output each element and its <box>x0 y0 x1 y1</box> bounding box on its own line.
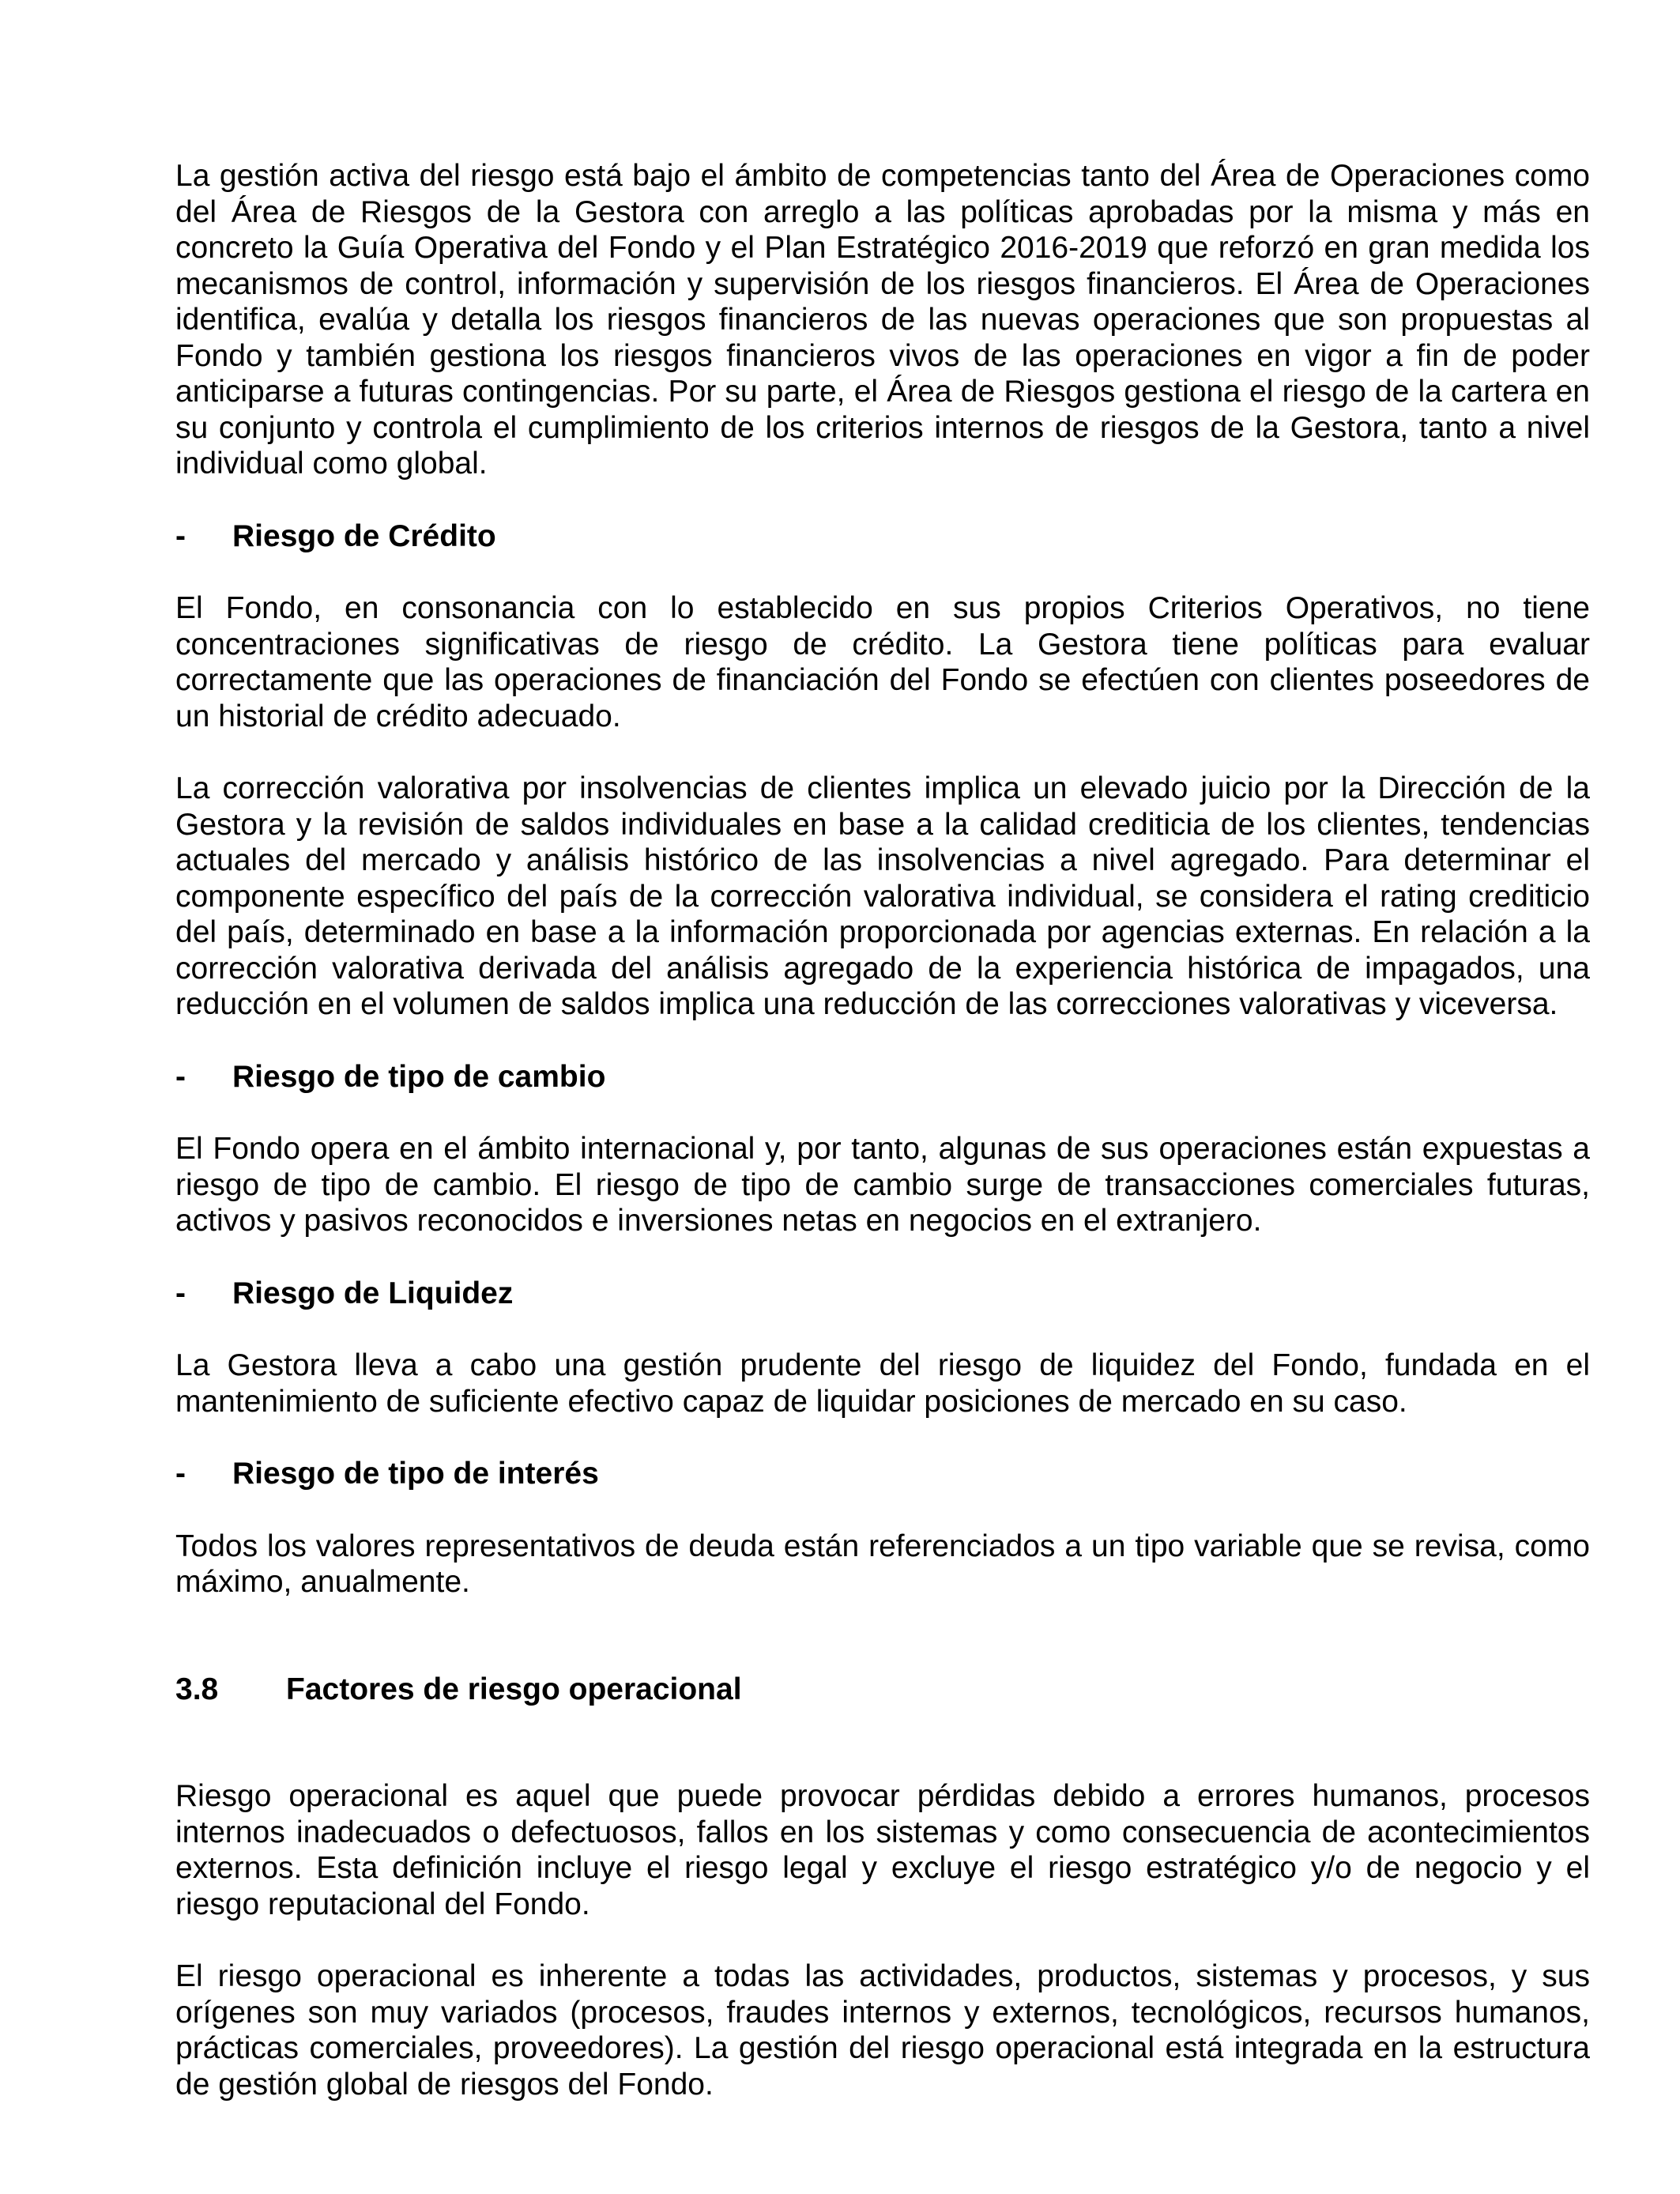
heading-text: Riesgo de tipo de cambio <box>232 1059 606 1094</box>
bullet-dash: - <box>175 1457 186 1491</box>
paragraph-credito-1: El Fondo, en consonancia con lo establecido en sus propios Criterios Operativos, no tiene concentraciones significativas de riesgo de crédito. La Gestora tiene políticas para evaluar correctamente que las operaciones de financiación del Fondo se efectúen con clientes poseedores de un historial de crédito adecuado. <box>175 591 1590 733</box>
document-page <box>175 158 1590 2102</box>
paragraph-intro: La gestión activa del riesgo está bajo el ámbito de competencias tanto del Área de Operaciones como del Área de Riesgos de la Gestora con arreglo a las políticas aprobadas por la misma y más en concreto la Guía Operativa del Fondo y el Plan Estratégico 2016-2019 que reforzó en gran medida los mecanismos de control, información y supervisión de los riesgos financieros. El Área de Operaciones identifica, evalúa y detalla los riesgos financieros de las nuevas operaciones que son propuestas al Fondo y también gestiona los riesgos financieros vivos de las operaciones en vigor a fin de poder anticiparse a futuras contingencias. Por su parte, el Área de Riesgos gestiona el riesgo de la cartera en su conjunto y controla el cumplimiento de los criterios internos de riesgos de la Gestora, tanto a nivel individual como global. <box>175 159 1590 481</box>
heading-text: Riesgo de Liquidez <box>232 1276 514 1310</box>
paragraph-operacional-1: Riesgo operacional es aquel que puede provocar pérdidas debido a errores humanos, procesos internos inadecuados o defectuosos, fallos en los sistemas y como consecuencia de acontecimientos externos. Esta definición incluye el riesgo legal y excluye el riesgo estratégico y/o de negocio y el riesgo reputacional del Fondo. <box>175 1779 1590 1921</box>
paragraph-credito-2: La corrección valorativa por insolvencias de clientes implica un elevado juicio por la Dirección de la Gestora y la revisión de saldos individuales en base a la calidad crediticia de los clientes, tendencias actuales del mercado y análisis histórico de las insolvencias a nivel agregado. Para determinar el componente específico del país de la corrección valorativa individual, se considera el rating crediticio del país, determinado en base a la información proporcionada por agencias externas. En relación a la corrección valorativa derivada del análisis agregado de la experiencia histórica de impagados, una reducción en el volumen de saldos implica una reducción de las correcciones valorativas y viceversa. <box>175 771 1590 1021</box>
heading-text: Riesgo de tipo de interés <box>232 1457 599 1491</box>
section-number: 3.8 <box>175 1672 219 1706</box>
heading-riesgo-tipo-interes <box>175 1456 1590 1492</box>
section-title: Factores de riesgo operacional <box>286 1672 742 1706</box>
paragraph-operacional-2: El riesgo operacional es inherente a todas las actividades, productos, sistemas y procesos, y sus orígenes son muy variados (procesos, fraudes internos y externos, tecnológicos, recursos humanos, prácticas comerciales, proveedores). La gestión del riesgo operacional está integrada en la estructura de gestión global de riesgos del Fondo. <box>175 1959 1590 2102</box>
heading-riesgo-credito <box>175 518 1590 555</box>
heading-riesgo-liquidez <box>175 1276 1590 1312</box>
paragraph-liquidez: La Gestora lleva a cabo una gestión prudente del riesgo de liquidez del Fondo, fundada en el mantenimiento de suficiente efectivo capaz de liquidar posiciones de mercado en su caso. <box>175 1348 1590 1419</box>
bullet-dash: - <box>175 1059 186 1094</box>
paragraph-interes: Todos los valores representativos de deuda están referenciados a un tipo variable que se revisa, como máximo, anualmente. <box>175 1529 1590 1599</box>
heading-text: Riesgo de Crédito <box>232 518 496 553</box>
section-heading-3-8 <box>175 1672 1590 1708</box>
heading-riesgo-tipo-cambio <box>175 1059 1590 1095</box>
bullet-dash: - <box>175 518 186 553</box>
bullet-dash: - <box>175 1276 186 1310</box>
paragraph-cambio: El Fondo opera en el ámbito internacional y, por tanto, algunas de sus operaciones están expuestas a riesgo de tipo de cambio. El riesgo de tipo de cambio surge de transacciones comerciales futuras, activos y pasivos reconocidos e inversiones netas en negocios en el extranjero. <box>175 1132 1590 1238</box>
